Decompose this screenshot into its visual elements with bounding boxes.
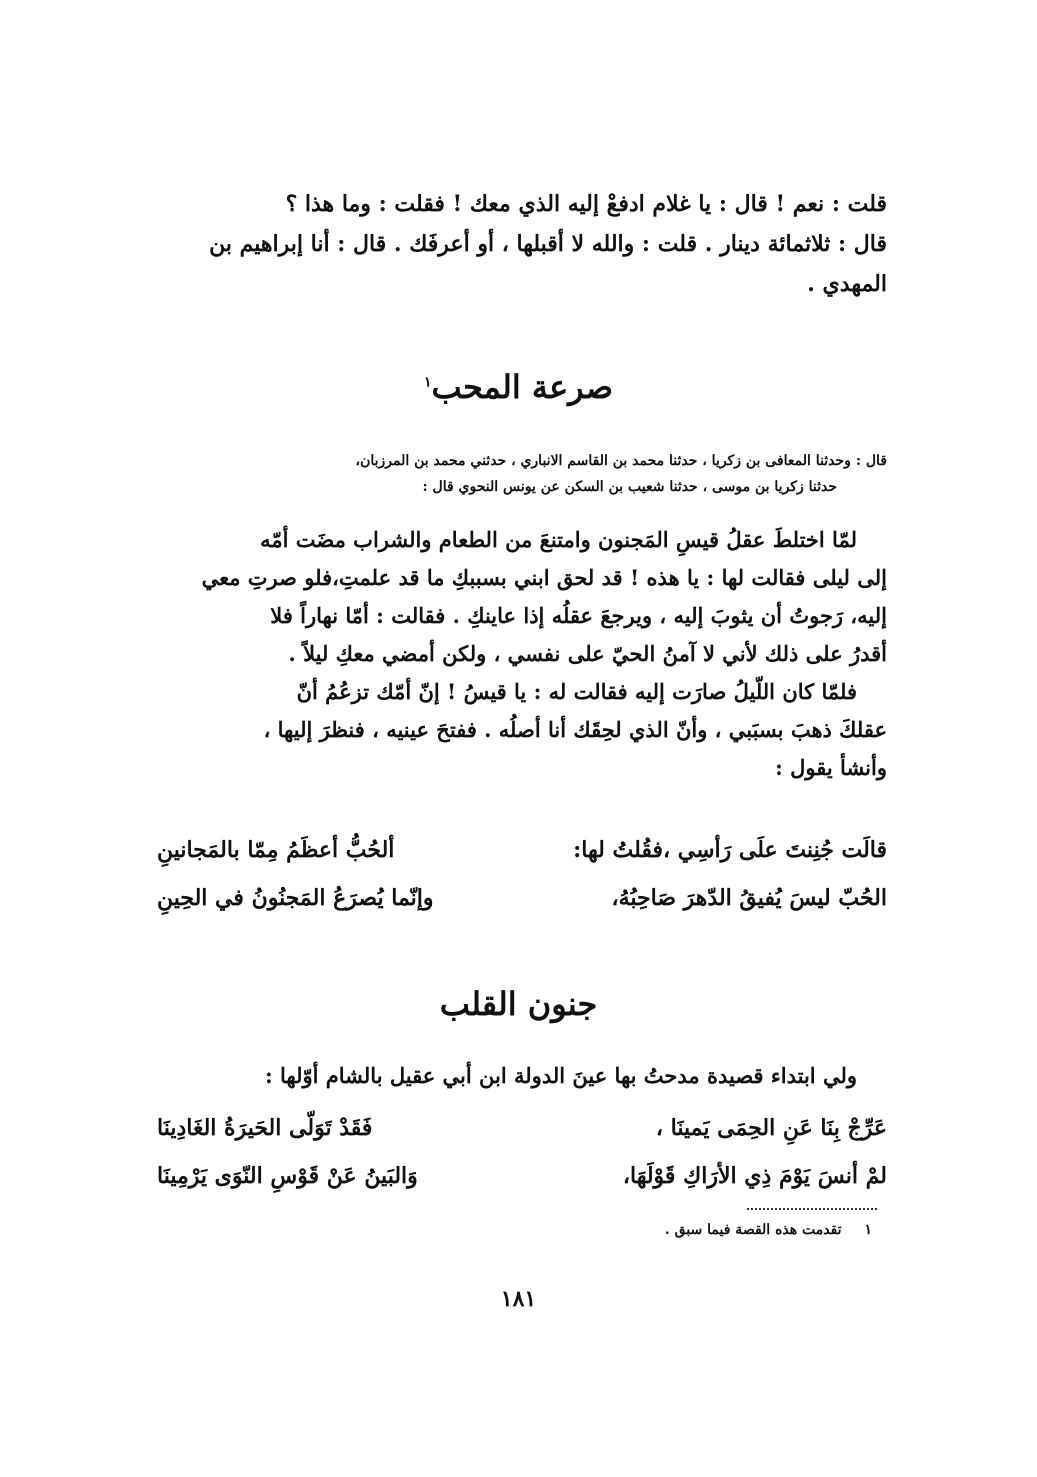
verse-row bbox=[157, 1152, 887, 1200]
verse-second-hemistich: وإنّما يُصرَعُ المَجنُونُ في الحِينِ bbox=[157, 885, 434, 911]
verse-first-hemistich: الحُبّ ليسَ يُفيقُ الدّهرَ صَاحِبُهُ، bbox=[611, 885, 887, 911]
story-line: أقدرُ على ذلك لأني لا آمنُ الحيّ على نفسي ، ولكن أمضي معكِ ليلاً . bbox=[288, 641, 887, 666]
section-title-text: جنون القلب bbox=[439, 985, 598, 1023]
story-line: فلمّا كان اللّيلُ صارَت إليه فقالت له : يا قيسُ ! إنّ أمّك تزعُمُ أنّ bbox=[296, 679, 857, 704]
verse-second-hemistich: وَالبَينُ عَنْ قَوْسِ النّوَى يَرْمِينَا bbox=[157, 1163, 418, 1189]
story-line: عقلكَ ذهبَ بسبَبي ، وأنّ الذي لحِقَك أنا أصلُه . ففتحَ عينيه ، فنظرَ إليها ، bbox=[263, 717, 887, 742]
verse-row bbox=[157, 874, 887, 922]
footnote bbox=[665, 1222, 872, 1238]
verse-first-hemistich: قالَت جُنِنتَ علَى رَأسِي ،فقُلتُ لها: bbox=[573, 837, 887, 863]
section-title-text: صرعة المحب bbox=[431, 368, 613, 406]
verse-first-hemistich: لمْ أنسَ يَوْمَ ذِي الأرَاكِ قَوْلَهَا، bbox=[622, 1163, 887, 1189]
story-line: إليه، رَجوتُ أن يثوبَ إليه ، ويرجعَ عقلُه إذا عاينكِ . فقالت : أمّا نهاراً فلا bbox=[270, 603, 887, 628]
page-number: ١٨١ bbox=[500, 1286, 537, 1312]
isnad-chain bbox=[157, 448, 887, 500]
poem-intro-line: ولي ابتداء قصيدة مدحتُ بها عينَ الدولة ابن أبي عقيل بالشام أوّلها : bbox=[264, 1063, 857, 1088]
verse-second-hemistich: ألحُبُّ أعظَمُ مِمّا بالمَجانينِ bbox=[157, 837, 395, 863]
story-paragraph bbox=[157, 521, 887, 787]
verse-second-hemistich: فَقَدْ تَوَلّى الحَيرَةُ الغَادِينَا bbox=[157, 1115, 373, 1141]
isnad-line: قال : وحدثنا المعافى بن زكريا ، حدثنا محمد بن القاسم الانباري ، حدثني محمد بن المرزبان، bbox=[355, 453, 887, 469]
intro-line: قلت : نعم ! قال : يا غلام ادفعْ إليه الذي معك ! فقلت : وما هذا ؟ bbox=[285, 191, 887, 217]
poem-verses bbox=[157, 826, 887, 922]
verse-row bbox=[157, 826, 887, 874]
section-title bbox=[0, 368, 1037, 406]
footnote-divider bbox=[747, 1208, 877, 1210]
poem-verses bbox=[157, 1104, 887, 1200]
story-line: لمّا اختلطَ عقلُ قيسِ المَجنون وامتنعَ من الطعام والشراب مضَت أمّه bbox=[260, 527, 857, 552]
intro-paragraph bbox=[157, 184, 887, 304]
verse-row bbox=[157, 1104, 887, 1152]
story-line: وأنشأ يقول : bbox=[775, 755, 887, 780]
verse-first-hemistich: عَرِّجْ بِنَا عَنِ الحِمَى يَمينَا ، bbox=[655, 1115, 887, 1141]
footnote-marker: ١ bbox=[424, 374, 432, 391]
story-line: إلى ليلى فقالت لها : يا هذه ! قد لحق ابني بسببكِ ما قد علمتِ،فلو صرتِ معي bbox=[201, 565, 887, 590]
footnote-number: ١ bbox=[864, 1222, 872, 1238]
section-title bbox=[0, 985, 1037, 1023]
isnad-line: حدثنا زكريا بن موسى ، حدثنا شعيب بن السكن عن يونس النحوي قال : bbox=[422, 479, 837, 495]
intro-line: قال : ثلاثمائة دينار . قلت : والله لا أقبلها ، أو أعرفَك . قال : أنا إبراهيم بن bbox=[209, 231, 887, 257]
footnote-text: تقدمت هذه القصة فيما سبق . bbox=[664, 1222, 842, 1238]
intro-line: المهدي . bbox=[807, 271, 887, 297]
